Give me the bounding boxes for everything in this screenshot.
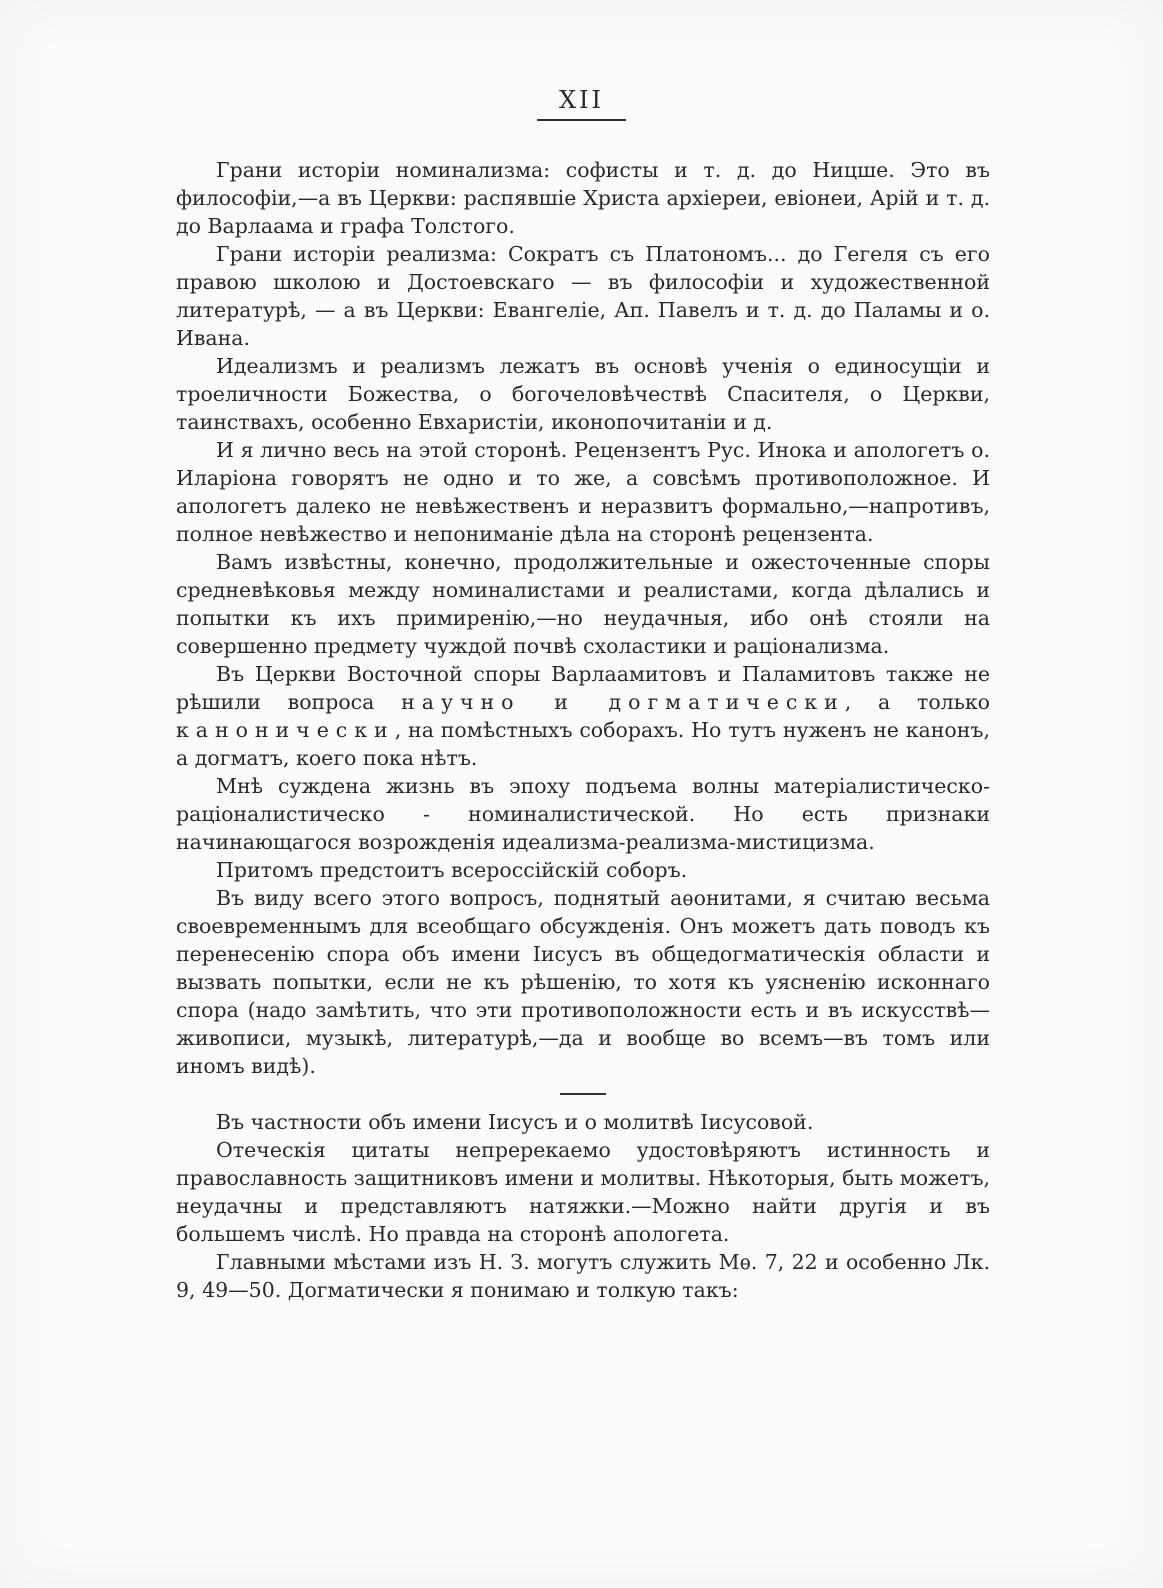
- emphasized-text: канонически: [176, 718, 395, 742]
- paragraph: Грани исторіи номинализма: софисты и т. д. до Ницше. Это въ философіи,—а въ Церкви: распявшіе Христа архіереи, евіонеи, Арій и т. д. до Варлаама и графа Толстого.: [176, 158, 990, 238]
- page-header: [0, 86, 1163, 121]
- paragraph: Грани исторіи реализма: Сократъ съ Платономъ... до Гегеля съ его правою школою и Достоевскаго — въ философіи и художественной литературѣ, — а въ Церкви: Евангеліе, Ап. Павелъ и т. д. до Паламы и о. Ивана.: [176, 242, 990, 350]
- paragraph: Идеализмъ и реализмъ лежатъ въ основѣ ученія о единосущіи и троеличности Божества, о богочеловѣчествѣ Спасителя, о Церкви, таинствахъ, особенно Евхаристіи, иконопочитаніи и д.: [176, 354, 990, 434]
- paragraph: [176, 660, 990, 772]
- paragraph: Мнѣ суждена жизнь въ эпоху подъема волны матеріалистическо-раціоналистическо - номиналистической. Но есть признаки начинающагося возрожденія идеализма-реализма-мистицизма.: [176, 774, 990, 854]
- paragraph: Главными мѣстами изъ Н. З. могутъ служить Мѳ. 7, 22 и особенно Лк. 9, 49—50. Догматически я понимаю и толкую такъ:: [176, 1250, 990, 1302]
- paragraph: Притомъ предстоитъ всероссійскій соборъ.: [216, 858, 688, 882]
- paragraph-text: , а только: [844, 690, 991, 714]
- paragraph-text: Въ Церкви Восточной споры Варлаамитовъ и Паламитовъ также не рѣшили вопроса: [176, 662, 990, 714]
- paragraph-text: , на помѣстныхъ соборахъ. Но тутъ нуженъ не канонъ, а догматъ, коего пока нѣтъ.: [176, 718, 990, 770]
- page-number: XII: [537, 86, 626, 121]
- emphasized-text: научно и догматически: [401, 690, 845, 714]
- paragraph: И я лично весь на этой сторонѣ. Рецензентъ Рус. Инока и апологетъ о. Иларіона говорятъ не одно и то же, а совсѣмъ противоположное. И апологетъ далеко не невѣжественъ и неразвитъ формально,—напротивъ, полное невѣжество и непониманіе дѣла на сторонѣ рецензента.: [176, 438, 990, 546]
- section-divider: [560, 1093, 606, 1095]
- text-block: [176, 156, 990, 1304]
- paragraph: Въ частности объ имени Іисусъ и о молитвѣ Іисусовой.: [216, 1110, 814, 1134]
- paragraph: Отеческія цитаты непререкаемо удостовѣряютъ истинность и православность защитниковъ имени и молитвы. Нѣкоторыя, быть можетъ, неудачны и представляютъ натяжки.—Можно найти другія и въ большемъ числѣ. Но правда на сторонѣ апологета.: [176, 1138, 991, 1246]
- paragraph: Въ виду всего этого вопросъ, поднятый аѳонитами, я считаю весьма своевременнымъ для всеобщаго обсужденія. Онъ можетъ дать поводъ къ перенесенію спора объ имени Іисусъ въ общедогматическія области и вызвать попытки, если не къ рѣшенію, то хотя къ уясненію исконнаго спора (надо замѣтить, что эти противоположности есть и въ искусствѣ—живописи, музыкѣ, литературѣ,—да и вообще во всемъ—въ томъ или иномъ видѣ).: [176, 886, 990, 1078]
- paragraph: Вамъ извѣстны, конечно, продолжительные и ожесточенные споры средневѣковья между номиналистами и реалистами, когда дѣлались и попытки къ ихъ примиренію,—но неудачныя, ибо онѣ стояли на совершенно предмету чуждой почвѣ схоластики и раціонализма.: [176, 550, 990, 658]
